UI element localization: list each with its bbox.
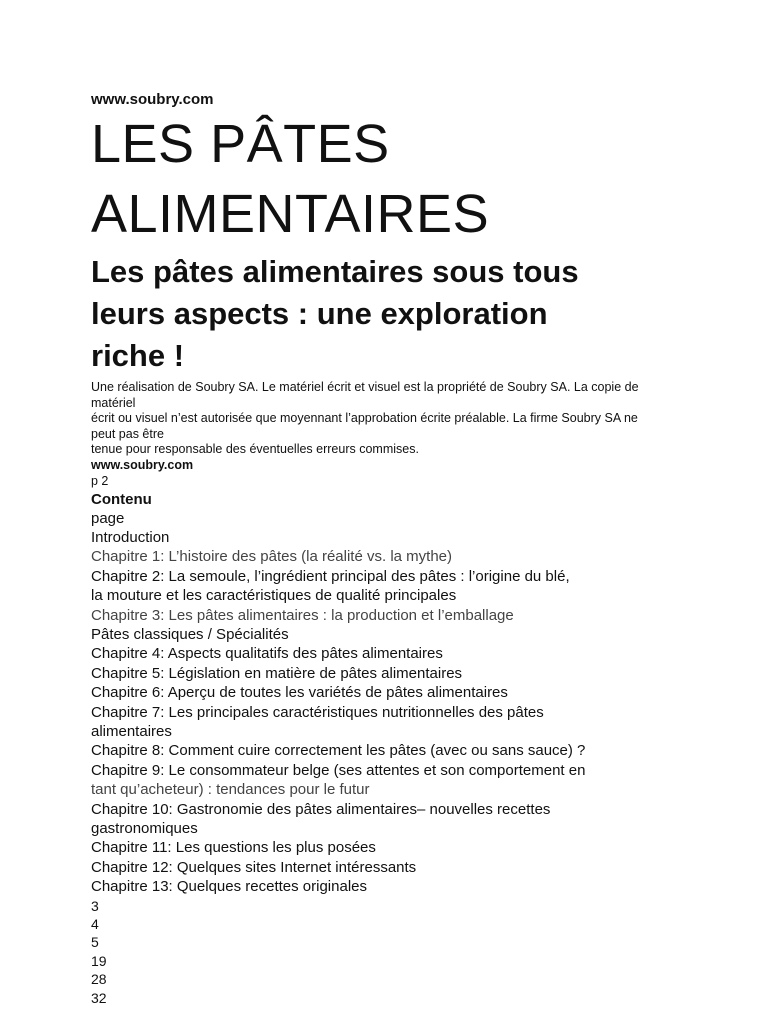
toc-item: Chapitre 12: Quelques sites Internet intéressants — [91, 858, 417, 876]
toc-item: Chapitre 7: Les principales caractéristiques nutritionnelles des pâtes — [91, 703, 544, 721]
contents-page-label: page — [91, 509, 125, 527]
disclaimer-line-1: Une réalisation de Soubry SA. Le matériel écrit et visuel est la propriété de Soubry SA. La copie de — [91, 380, 639, 394]
page-number: 28 — [91, 971, 107, 988]
toc-item: alimentaires — [91, 722, 172, 740]
toc-item: Chapitre 5: Législation en matière de pâtes alimentaires — [91, 664, 463, 682]
toc-item: Chapitre 3: Les pâtes alimentaires : la production et l’emballage — [91, 606, 514, 624]
toc-item: Chapitre 6: Aperçu de toutes les variétés de pâtes alimentaires — [91, 684, 508, 702]
disclaimer-line-2: matériel — [91, 395, 136, 410]
title-line-2: ALIMENTAIRES — [91, 184, 490, 244]
table-of-contents — [91, 528, 681, 897]
subtitle-line-1: Les pâtes alimentaires sous tous — [91, 254, 579, 289]
toc-item: Chapitre 1: L’histoire des pâtes (la réalité vs. la mythe) — [91, 548, 453, 566]
subtitle — [91, 251, 681, 377]
disclaimer-line-5: tenue pour responsable des éventuelles erreurs commises. — [91, 442, 419, 456]
toc-item: Introduction — [91, 528, 170, 546]
document-page — [91, 90, 681, 1007]
toc-item: Chapitre 10: Gastronomie des pâtes alimentaires– nouvelles recettes — [91, 800, 551, 818]
toc-item: gastronomiques — [91, 820, 198, 837]
page-number: 19 — [91, 952, 107, 969]
site-url[interactable]: www.soubry.com — [91, 91, 214, 108]
disclaimer-line-3: écrit ou visuel n’est autorisée que moyennant l’approbation écrite préalable. La firme Soubry SA ne — [91, 411, 638, 425]
subtitle-line-3: riche ! — [91, 338, 185, 373]
page-number: 3 — [91, 897, 99, 914]
toc-item: Chapitre 9: Le consommateur belge (ses attentes et son comportement en — [91, 761, 586, 779]
page-number: 5 — [91, 934, 99, 951]
disclaimer-line-4: peut pas être — [91, 426, 164, 441]
toc-item: la mouture et les caractéristiques de qualité principales — [91, 587, 457, 605]
subtitle-line-2: leurs aspects : une exploration — [91, 296, 548, 331]
toc-item: Chapitre 2: La semoule, l’ingrédient principal des pâtes : l’origine du blé, — [91, 567, 570, 585]
page-number: 32 — [91, 989, 107, 1006]
toc-item: Chapitre 11: Les questions les plus posées — [91, 839, 376, 857]
toc-item: Pâtes classiques / Spécialités — [91, 625, 289, 643]
toc-item: tant qu’acheteur) : tendances pour le futur — [91, 781, 370, 799]
title-line-1: LES PÂTES — [91, 114, 390, 174]
toc-item: Chapitre 8: Comment cuire correctement les pâtes (avec ou sans sauce) ? — [91, 742, 586, 760]
page-marker: p 2 — [91, 473, 109, 488]
page-number-list — [91, 897, 681, 1007]
contents-heading: Contenu — [91, 490, 152, 508]
disclaimer-site-url[interactable]: www.soubry.com — [91, 457, 194, 472]
toc-item: Chapitre 13: Quelques recettes originales — [91, 878, 367, 896]
page-number: 4 — [91, 916, 99, 933]
disclaimer — [91, 380, 681, 489]
toc-item: Chapitre 4: Aspects qualitatifs des pâtes alimentaires — [91, 645, 443, 663]
